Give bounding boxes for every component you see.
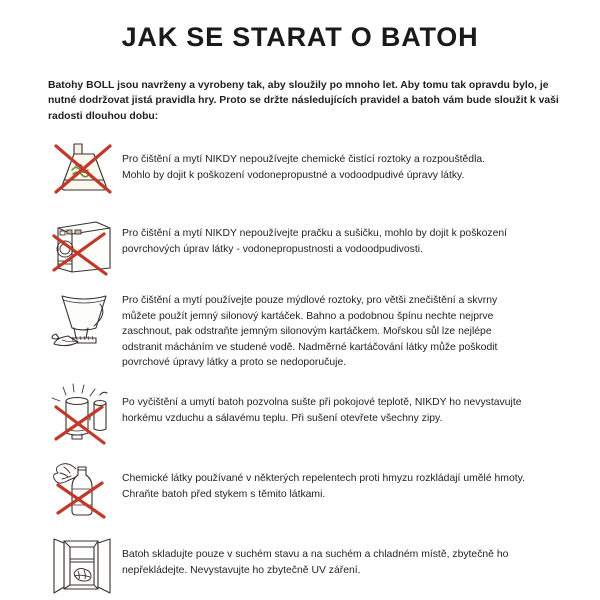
rule-line: horkému vzduchu a sálavému teplu. Při sušení otevřete všechny zipy. [122, 412, 443, 424]
rule-text [120, 212, 600, 257]
rule-line: Mohlo by dojit k poškození vodonepropustné a vodoodpudivé úpravy látky. [122, 169, 465, 181]
rule-item [0, 138, 600, 202]
rule-line: Po vyčištění a umytí batoh pozvolna sušte při pokojové teplotě, NIKDY ho nevystavujte [122, 396, 522, 408]
rule-item [0, 212, 600, 276]
rule-item [0, 288, 600, 371]
washing-machine-icon [48, 214, 120, 276]
rule-line: odstranit mácháním ve studené vodě. Nadměrné kartáčování látky může poškodit [122, 341, 498, 353]
rule-item [0, 381, 600, 445]
intro-paragraph: Batohy BOLL jsou navrženy a vyrobeny tak, aby sloužily po mnoho let. Aby tomu tak opravdu bylo, je nutné dodržovat jistá pravidla hry. Proto se držte následujících pravidel a batoh vám bude sloužit k vaši radosti dlouhou dobu: [48, 80, 559, 122]
heater-radiant-heat-icon [48, 383, 120, 445]
rule-line: povrchových úprav látky - vodonepropustnosti a vodoodpudivosti. [122, 243, 423, 255]
rule-text [120, 288, 600, 371]
rule-text [120, 138, 600, 183]
storage-cabinet-icon [48, 535, 120, 597]
rule-line: Pro čištění a mytí NIKDY nepoužívejte pračku a sušičku, mohlo by dojit k poškození [122, 228, 508, 239]
bucket-brush-soap-icon [48, 290, 120, 352]
rule-item [0, 457, 600, 521]
rule-item [0, 533, 600, 597]
rule-text [120, 381, 600, 426]
rule-line: Chemické látky používané v některých repelentech proti hmyzu rozkládají umělé hmoty. [122, 472, 525, 484]
chemical-flask-icon [48, 140, 120, 202]
rule-line: Pro čištění a mytí NIKDY nepoužívejte chemické čistící roztoky a rozpouštědla. [122, 154, 486, 165]
rules-list [0, 138, 600, 597]
spray-bottle-repellent-icon [48, 459, 120, 521]
rule-line: Batoh skladujte pouze v suchém stavu a na suchém a chladném místě, zbytečně ho [122, 548, 509, 560]
rule-line: můžete použít jemný silonový kartáček. Bahno a podobnou špínu nechte nejprve [122, 310, 494, 322]
rule-line: zaschnout, pak odstraňte jemným silonovým kartáčkem. Mořskou sůl lze nejlépe [122, 326, 492, 338]
rule-line: povrchové úpravy látky a proto se nedoporučuje. [122, 357, 347, 369]
rule-text [120, 457, 600, 502]
rule-text [120, 533, 600, 578]
rule-line: nepřekládejte. Nevystavujte ho zbytečně UV záření. [122, 564, 361, 576]
rule-line: Chraňte batoh před stykem s těmito látkami. [122, 488, 326, 500]
page-title: JAK SE STARAT O BATOH [121, 22, 479, 52]
rule-line: Pro čištění a mytí používejte pouze mýdlové roztoky, pro větši znečištění a skvrny [122, 295, 498, 306]
